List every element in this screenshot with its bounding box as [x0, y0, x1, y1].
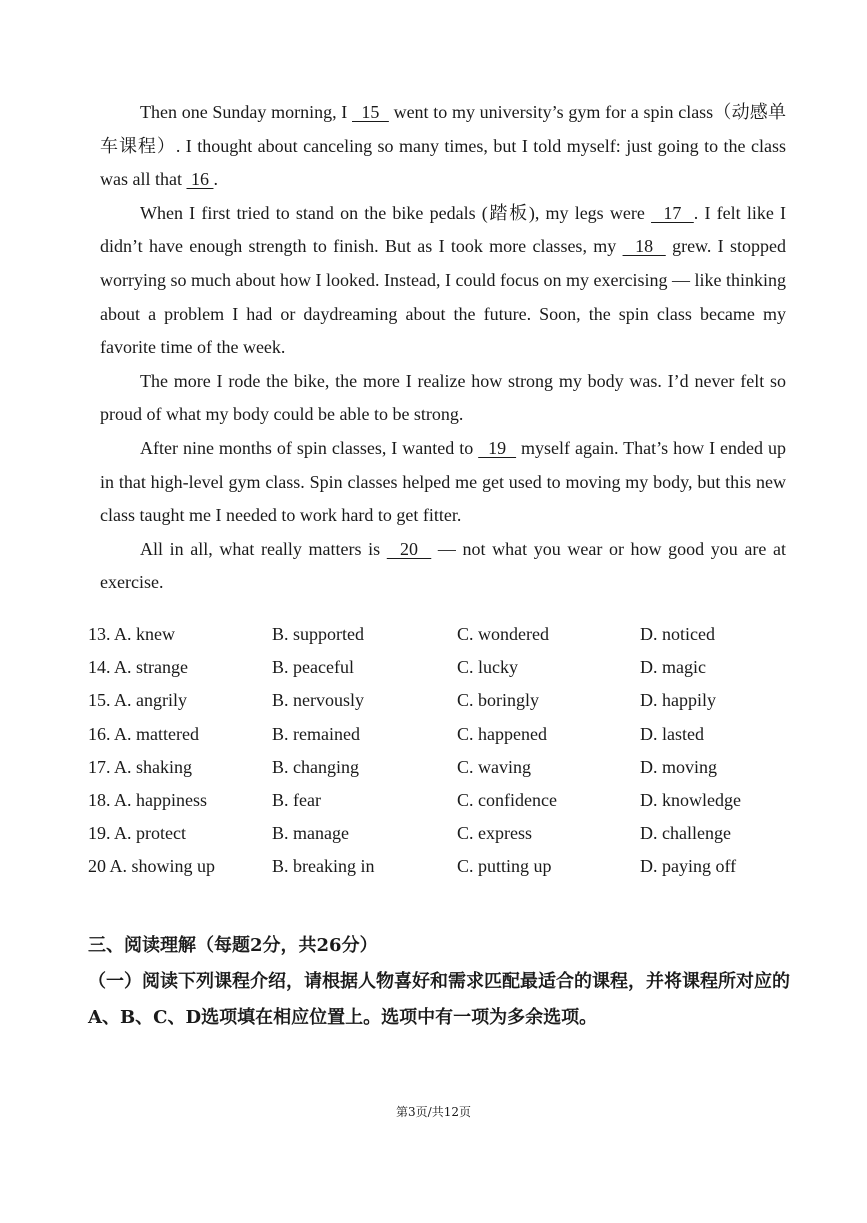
option-d: D. moving: [640, 756, 718, 777]
option-b: B. changing: [272, 756, 359, 777]
option-row-16: [88, 724, 788, 757]
option-a: 14. A. strange: [88, 657, 188, 678]
blank-18: 18: [622, 236, 666, 257]
option-d: D. happily: [640, 690, 716, 711]
paragraph-1: [100, 96, 786, 197]
option-b: B. peaceful: [272, 657, 354, 678]
text: When I first tried to stand on the bike pedals (踏板), my legs were: [140, 202, 652, 223]
answer-options: [88, 624, 788, 890]
paragraph-3: The more I rode the bike, the more I realize how strong my body was. I’d never felt so proud of what my body could be able to be strong.: [100, 370, 786, 425]
section-title: 三、阅读理解（每题2分，共26分）: [88, 935, 378, 956]
text: All in all, what really matters is: [140, 538, 387, 559]
option-b: B. supported: [272, 624, 364, 644]
text: myself again. That’s how I ended up in that high-level gym class. Spin classes helped me get used to moving my body, but this new class taught me I needed to work hard to get fitter.: [100, 437, 786, 526]
reading-section: [88, 928, 798, 1036]
option-a: 15. A. angrily: [88, 690, 187, 711]
option-b: B. breaking in: [272, 856, 375, 877]
blank-15: 15: [352, 102, 389, 122]
text: . I felt like I didn’t have enough strength to finish. But as I took more classes, my: [100, 202, 787, 257]
option-b: B. nervously: [272, 690, 364, 711]
option-c: C. wondered: [457, 624, 549, 644]
paragraph-4: [100, 432, 786, 533]
cloze-passage: [100, 96, 786, 600]
text: After nine months of spin classes, I wanted to: [140, 437, 479, 458]
page-number: 第3页/共12页: [396, 1105, 471, 1119]
option-c: C. putting up: [457, 856, 552, 877]
text: went to my university’s gym for a spin class（动感单车课程）. I thought about canceling so many times, but I told myself: just going to the class was all that: [100, 102, 787, 190]
option-a: 18. A. happiness: [88, 789, 207, 810]
option-row-13: [88, 624, 788, 657]
paragraph-5: [100, 533, 786, 600]
option-c: C. confidence: [457, 789, 557, 810]
option-row-15: [88, 690, 788, 723]
paragraph-2: [100, 197, 786, 365]
option-a: 17. A. shaking: [88, 756, 193, 777]
option-a: 19. A. protect: [88, 823, 186, 844]
option-d: D. challenge: [640, 823, 731, 844]
text: .: [213, 169, 218, 190]
option-c: C. express: [457, 823, 532, 844]
option-d: D. noticed: [640, 624, 715, 644]
blank-16: 16: [186, 169, 214, 190]
option-a: 16. A. mattered: [88, 723, 199, 744]
option-c: C. happened: [457, 723, 547, 744]
blank-20: 20: [386, 538, 432, 559]
option-b: B. remained: [272, 723, 360, 744]
option-d: D. paying off: [640, 856, 737, 877]
text: grew. I stopped worrying so much about how I looked. Instead, I could focus on my exercising — like thinking about a problem I had or daydreaming about the future. Soon, the spin class became my favorite time of the week.: [100, 236, 786, 358]
option-row-17: [88, 757, 788, 790]
option-a: 13. A. knew: [88, 624, 175, 644]
blank-19: 19: [478, 437, 517, 458]
text: Then one Sunday morning, I: [140, 102, 353, 122]
option-b: B. manage: [272, 823, 349, 844]
option-d: D. knowledge: [640, 789, 741, 810]
option-c: C. boringly: [457, 690, 540, 711]
option-row-20: [88, 856, 788, 889]
option-d: D. magic: [640, 657, 706, 678]
option-a: 20 A. showing up: [88, 856, 216, 877]
blank-17: 17: [651, 202, 694, 223]
option-d: D. lasted: [640, 723, 704, 744]
option-row-14: [88, 657, 788, 690]
option-b: B. fear: [272, 789, 321, 810]
text: — not what you wear or how good you are at exercise.: [100, 538, 786, 593]
option-c: C. waving: [457, 756, 531, 777]
option-row-18: [88, 790, 788, 823]
option-c: C. lucky: [457, 657, 518, 678]
option-row-19: [88, 823, 788, 856]
section-instruction: （一）阅读下列课程介绍，请根据人物喜好和需求匹配最适合的课程，并将课程所对应的A、B、C、D选项填在相应位置上。选项中有一项为多余选项。: [88, 971, 790, 1028]
